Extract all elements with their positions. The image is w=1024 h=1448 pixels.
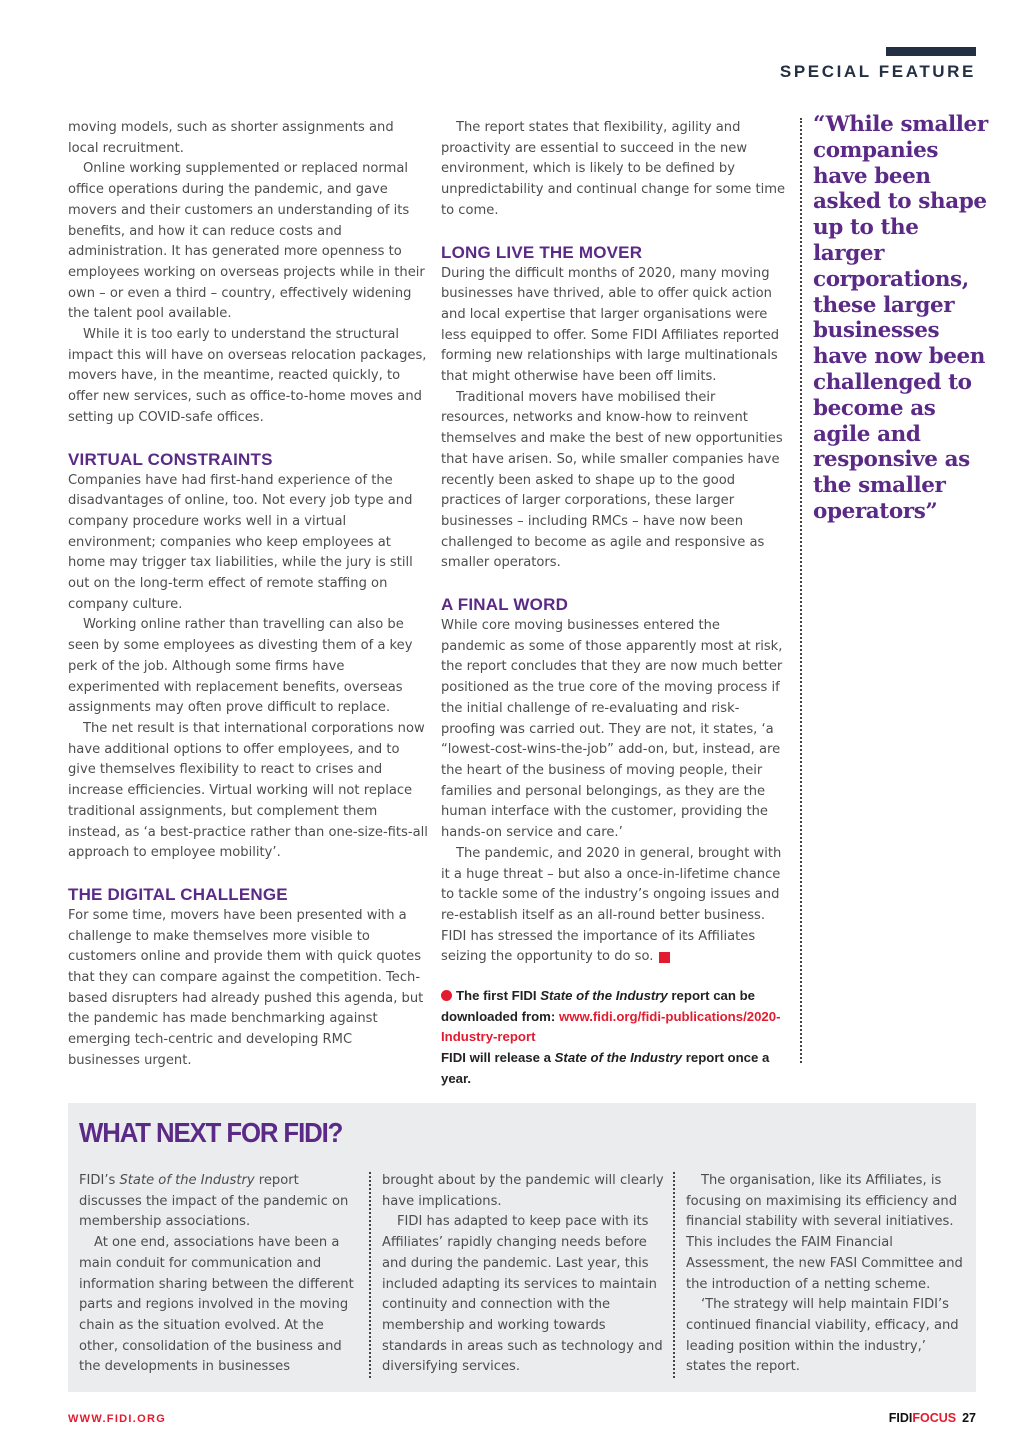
paragraph-text: FIDI’s — [79, 1173, 120, 1188]
note-text: FIDI will release a — [441, 1050, 555, 1066]
note-text: The first FIDI — [456, 988, 541, 1004]
paragraph: The organisation, like its Affiliates, is focusing on maximising its efficiency and financial stability with several initiatives. This includes the FAIM Financial Assessment, the new FASI Committee and the introduction of a netting scheme. — [686, 1173, 963, 1292]
paragraph: While core moving businesses entered the pandemic as some of those apparently most at risk, the report concludes that they are now much better positioned as the true core of the moving process if the initial challenge of re-evaluating and risk-proofing was carried out. They are not, it states, ‘a “lowest-cost-wins-the-job” add-on, but, instead, are the heart of the business of moving people, their families and personal belongings, as they are the human interface with the customer, providing the hands-on service and care.’ — [441, 618, 783, 841]
dotted-divider — [369, 1172, 371, 1378]
footer-website-link[interactable]: WWW.FIDI.ORG — [68, 1413, 167, 1425]
note-text: report once a year. — [441, 1050, 770, 1086]
sidebar-column-1 — [79, 1171, 359, 1378]
brand-focus: FOCUS — [912, 1411, 957, 1425]
subheading-virtual-constraints: VIRTUAL CONSTRAINTS — [68, 449, 273, 469]
paragraph — [79, 1171, 359, 1233]
paragraph-text: The pandemic, and 2020 in general, brought with it a huge threat – but also a once-in-lifetime chance to tackle some of the industry’s ongoing issues and re-establish itself as an all-round better business. FIDI has stressed the importance of its Affiliates seizing the opportunity to do so. — [441, 845, 782, 965]
dotted-divider — [673, 1172, 675, 1378]
subheading-long-live-the-mover: LONG LIVE THE MOVER — [441, 242, 643, 262]
paragraph: The report states that flexibility, agility and proactivity are essential to succeed in the new environment, which is likely to be defined by unpredictability and continual change for some time to come. — [441, 120, 786, 218]
end-mark-icon: FF — [659, 952, 670, 963]
note-italic: State of the Industry — [540, 988, 668, 1004]
report-download-link[interactable]: www.fidi.org/fidi-publications/2020-Industry-report — [441, 1008, 781, 1045]
sidebar-column-2 — [382, 1171, 664, 1378]
paragraph: Companies have had first-hand experience of the disadvantages of online, too. Not every job type and company procedure works well in a virtual environment; companies who keep employees at home may trigger tax liabilities, while the jury is still out on the long-term effect of remote staffing on company culture. — [68, 472, 413, 612]
download-note — [441, 986, 786, 1090]
paragraph: FIDI has adapted to keep pace with its Affiliates’ rapidly changing needs before and during the pandemic. Last year, this included adapting its services to maintain continuity and connection with the membership and working towards standards in areas such as technology and diversifying services. — [382, 1214, 663, 1375]
paragraph: While it is too early to understand the structural impact this will have on overseas relocation packages, movers have, in the meantime, reacted quickly, to offer new services, such as office-to-home moves and setting up COVID-safe offices. — [68, 327, 427, 425]
paragraph: At one end, associations have been a main conduit for communication and information sharing between the different parts and regions involved in the moving chain as the situation evolved. At the other, consolidation of the business and the developments in businesses — [79, 1235, 354, 1375]
paragraph — [441, 844, 786, 968]
subheading-a-final-word: A FINAL WORD — [441, 595, 569, 615]
subheading-digital-challenge: THE DIGITAL CHALLENGE — [68, 884, 288, 904]
note-text: report can be downloaded from: — [441, 988, 755, 1024]
section-label: SPECIAL FEATURE — [779, 62, 976, 81]
paragraph: Online working supplemented or replaced normal office operations during the pandemic, and gave movers and their customers an understanding of its benefits, and how it can reduce costs and administration. It has generated more openness to employees working on overseas projects while in their own – or even a third – country, effectively widening the talent pool available. — [68, 161, 425, 322]
header-bar — [886, 47, 976, 56]
paragraph: brought about by the pandemic will clearly have implications. — [382, 1173, 664, 1209]
footer-brand — [889, 1411, 976, 1425]
paragraph: moving models, such as shorter assignments and local recruitment. — [68, 120, 394, 156]
paragraph: For some time, movers have been presented with a challenge to make themselves more visible to customers online and provide them with quick quotes that they can compare against the competition. Tech-based disrupters had already pushed this agenda, but the pandemic has made benchmarking against emerging tech-centric and developing RMC businesses urgent. — [68, 907, 424, 1068]
paragraph: Traditional movers have mobilised their resources, networks and know-how to reinvent themselves and make the best of new opportunities that have arisen. So, while smaller companies have recently been asked to shape up to the good practices of larger corporations, these larger businesses – including RMCs – have now been challenged to become as agile and responsive as smaller operators. — [441, 389, 783, 571]
pull-quote: “While smaller companies have been asked to shape up to the larger corporations, these larger businesses have now been challenged to become as agile and responsive as the smaller operators” — [813, 112, 988, 524]
brand-fidi: FIDI — [888, 1411, 913, 1425]
paragraph-text: report discusses the impact of the pandemic on membership associations. — [79, 1173, 349, 1230]
sidebar-box-title: WHAT NEXT FOR FIDI? — [79, 1117, 343, 1148]
note-italic: State of the Industry — [554, 1050, 683, 1066]
sidebar-column-3 — [686, 1171, 968, 1378]
paragraph: During the difficult months of 2020, many moving businesses have thrived, able to offer quick action and local expertise that larger organisations were less equipped to offer. Some FIDI Affiliates reported forming new relationships with large multinationals that might otherwise have been off limits. — [441, 265, 780, 385]
dotted-divider — [800, 118, 802, 1063]
paragraph: ‘The strategy will help maintain FIDI’s continued financial viability, efficacy, and leading position within the industry,’ states the report. — [686, 1297, 959, 1375]
article-column-1 — [68, 118, 428, 1072]
paragraph-italic: State of the Industry — [119, 1173, 255, 1188]
paragraph: The net result is that international corporations now have additional options to offer employees, and to give themselves flexibility to react to crises and increase efficiencies. Virtual working will not replace traditional assignments, but complement them instead, as ‘a best-practice rather than one-size-fits-all approach to employee mobility’. — [68, 720, 428, 861]
bullet-dot-icon — [441, 990, 452, 1001]
paragraph: Working online rather than travelling can also be seen by some employees as divesting them of a key perk of the job. Although some firms have experimented with replacement benefits, overseas assignments may often prove difficult to replace. — [68, 617, 413, 716]
article-column-2 — [441, 118, 786, 1090]
page-number: 27 — [962, 1411, 976, 1425]
